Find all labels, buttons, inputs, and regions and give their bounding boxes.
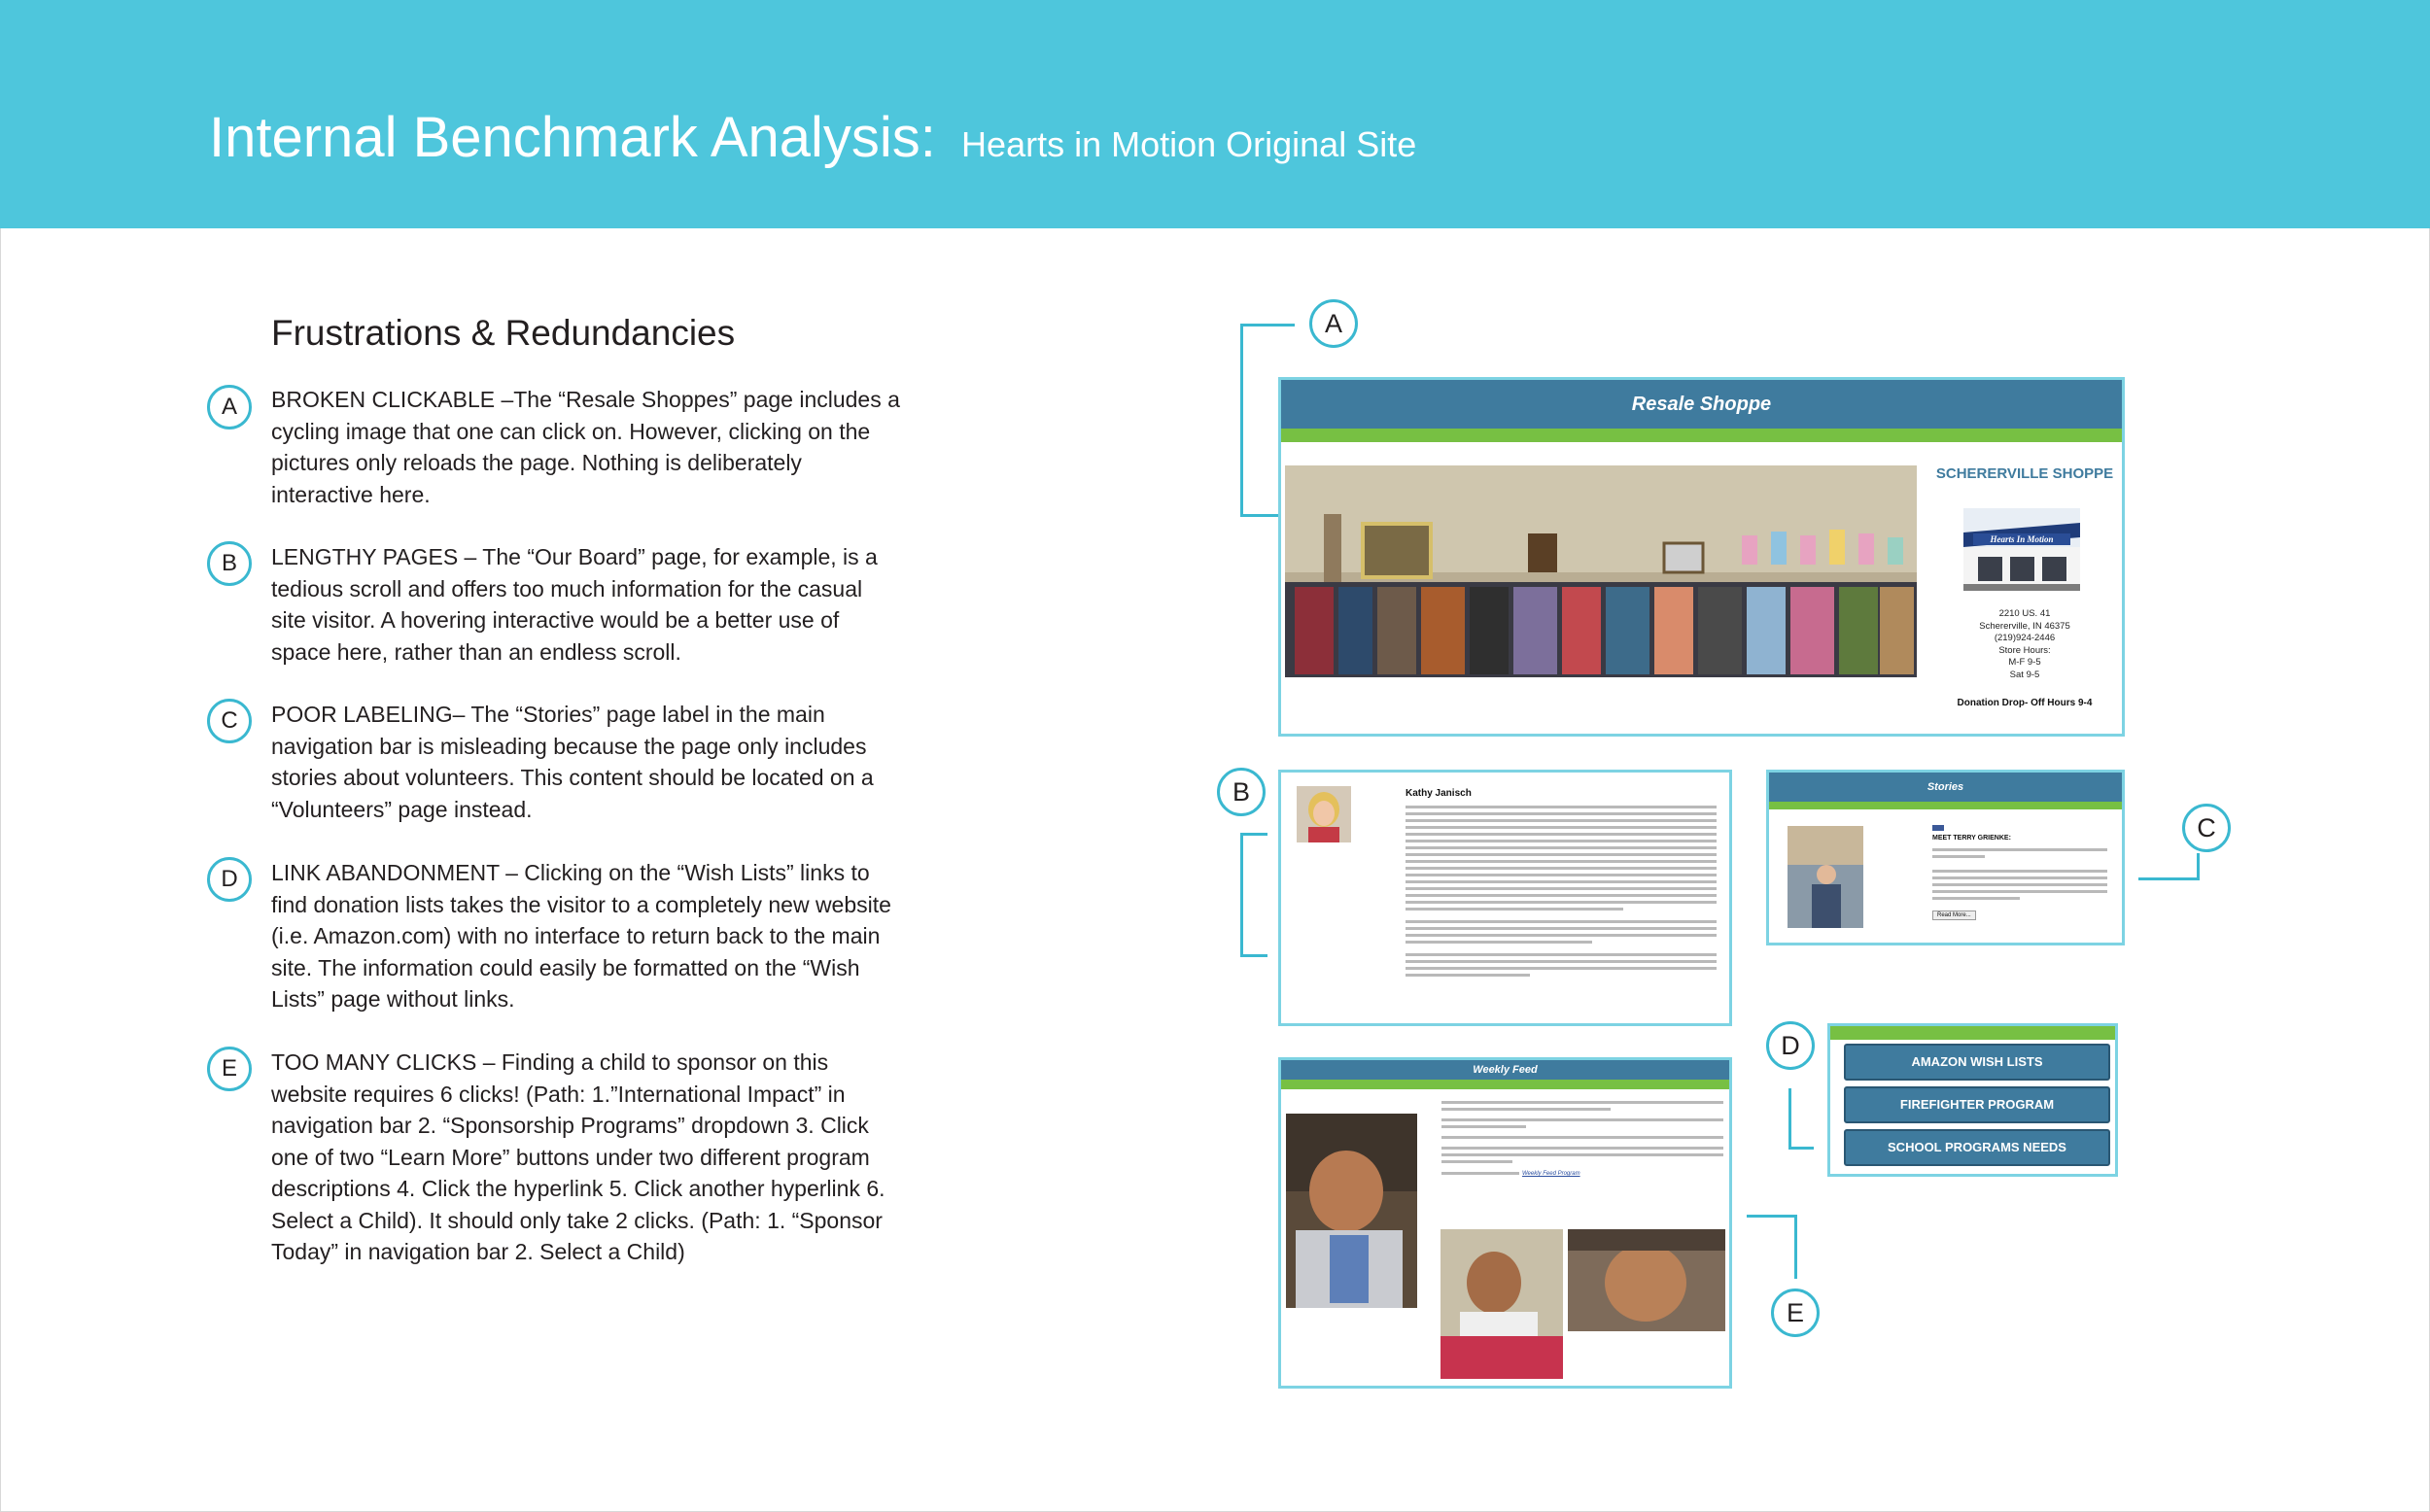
board-member-photo [1297, 786, 1351, 842]
donation-hours: Donation Drop- Off Hours 9-4 [1957, 698, 2093, 708]
board-bio-text [1406, 806, 1717, 980]
share-icon[interactable] [1932, 825, 1944, 831]
address-line: Sat 9-5 [2009, 669, 2040, 680]
item-c-badge: C [207, 699, 252, 743]
callout-a-badge: A [1309, 299, 1358, 348]
storefront-image [1963, 508, 2080, 591]
weekly-feed-text [1441, 1101, 1723, 1177]
stories-heading: Stories [1769, 773, 2122, 802]
callout-d-bracket [1788, 1088, 1814, 1150]
callout-c-badge: C [2182, 804, 2231, 852]
storefront-sign: Hearts In Motion [1990, 534, 2054, 544]
item-c-text: POOR LABELING– The “Stories” page label in the main navigation bar is misleading because the page only includes stories about volunteers. This content should be located on a “Volunteers” page instead. [271, 702, 874, 822]
header-banner [0, 0, 2430, 228]
stories-volunteer-photo [1788, 826, 1863, 928]
weekly-feed-screenshot [1278, 1057, 1732, 1389]
item-b-text: LENGTHY PAGES – The “Our Board” page, for example, is a tedious scroll and offers too much information for the casual site visitor. A hovering interactive would be a better use of space here, rather than an endless scroll. [271, 544, 878, 665]
title-sub: Hearts in Motion Original Site [961, 124, 1417, 164]
resale-store-photo [1285, 465, 1917, 677]
weekly-feed-program-link[interactable]: Weekly Feed Program [1522, 1171, 1580, 1177]
item-e-badge: E [207, 1047, 252, 1091]
callout-e-bracket [1747, 1215, 1797, 1279]
stories-text [1932, 848, 2107, 904]
weekly-feed-heading: Weekly Feed [1281, 1060, 1729, 1080]
wish-green-bar [1830, 1026, 2115, 1040]
item-a-badge: A [207, 385, 252, 430]
item-e-text: TOO MANY CLICKS – Finding a child to sponsor on this website requires 6 clicks! (Path: 1.”International Impact” in navigation bar 2. “Sponsorship Programs” dropdown 3. Click one of two “Learn More” buttons under two different program descriptions 4. Click the hyperlink 5. Click another hyperlink 6. Select a Child). It should only take 2 clicks. (Path: 1. “Sponsor Today” in navigation bar 2. Select a Child) [271, 1049, 885, 1264]
stories-green-bar [1769, 802, 2122, 809]
read-more-button[interactable]: Read More... [1932, 911, 1976, 920]
item-d-text: LINK ABANDONMENT – Clicking on the “Wish Lists” links to find donation lists takes the visitor to a completely new website (i.e. Amazon.com) with no interface to return back to the main site. The information could easily be formatted on the “Wish Lists” page without links. [271, 860, 891, 1012]
address-line: Schererville, IN 46375 [1979, 620, 2070, 632]
section-title: Frustrations & Redundancies [271, 313, 736, 353]
resale-green-bar [1281, 429, 2122, 442]
school-programs-needs-button[interactable]: SCHOOL PROGRAMS NEEDS [1844, 1129, 2110, 1166]
amazon-wish-lists-button[interactable]: AMAZON WISH LISTS [1844, 1044, 2110, 1081]
stories-screenshot [1766, 770, 2125, 945]
feed-green-bar [1281, 1080, 1729, 1089]
stories-meet-heading: MEET TERRY GRIENKE: [1932, 835, 2011, 842]
resale-shoppe-screenshot [1278, 377, 2125, 737]
address-line: M-F 9-5 [2008, 657, 2041, 668]
shop-address [1932, 608, 2117, 681]
page-title [209, 105, 1416, 170]
firefighter-program-button[interactable]: FIREFIGHTER PROGRAM [1844, 1086, 2110, 1123]
item-d-badge: D [207, 857, 252, 902]
wish-lists-screenshot [1827, 1023, 2118, 1177]
feed-child-photo-3 [1568, 1229, 1725, 1331]
callout-d-badge: D [1766, 1021, 1815, 1070]
item-a-text: BROKEN CLICKABLE –The “Resale Shoppes” page includes a cycling image that one can click on. However, clicking on the pictures only reloads the page. Nothing is deliberately interactive here. [271, 387, 900, 507]
callout-e-badge: E [1771, 1289, 1820, 1337]
callout-c-bracket [2138, 853, 2200, 880]
sponsor-line [1441, 1171, 1723, 1177]
callout-b-bracket [1240, 833, 1267, 957]
address-line: Store Hours: [1998, 644, 2051, 656]
item-b-badge: B [207, 541, 252, 586]
address-line: (219)924-2446 [1994, 633, 2056, 643]
shop-name: SCHERERVILLE SHOPPE [1935, 465, 2114, 482]
title-main: Internal Benchmark Analysis: [209, 106, 936, 169]
board-screenshot [1278, 770, 1732, 1026]
board-member-name: Kathy Janisch [1406, 788, 1472, 799]
callout-b-badge: B [1217, 768, 1266, 816]
address-line: 2210 US. 41 [1998, 608, 2051, 619]
feed-child-photo-1 [1286, 1114, 1417, 1308]
resale-heading: Resale Shoppe [1281, 380, 2122, 429]
feed-child-photo-2 [1441, 1229, 1563, 1379]
